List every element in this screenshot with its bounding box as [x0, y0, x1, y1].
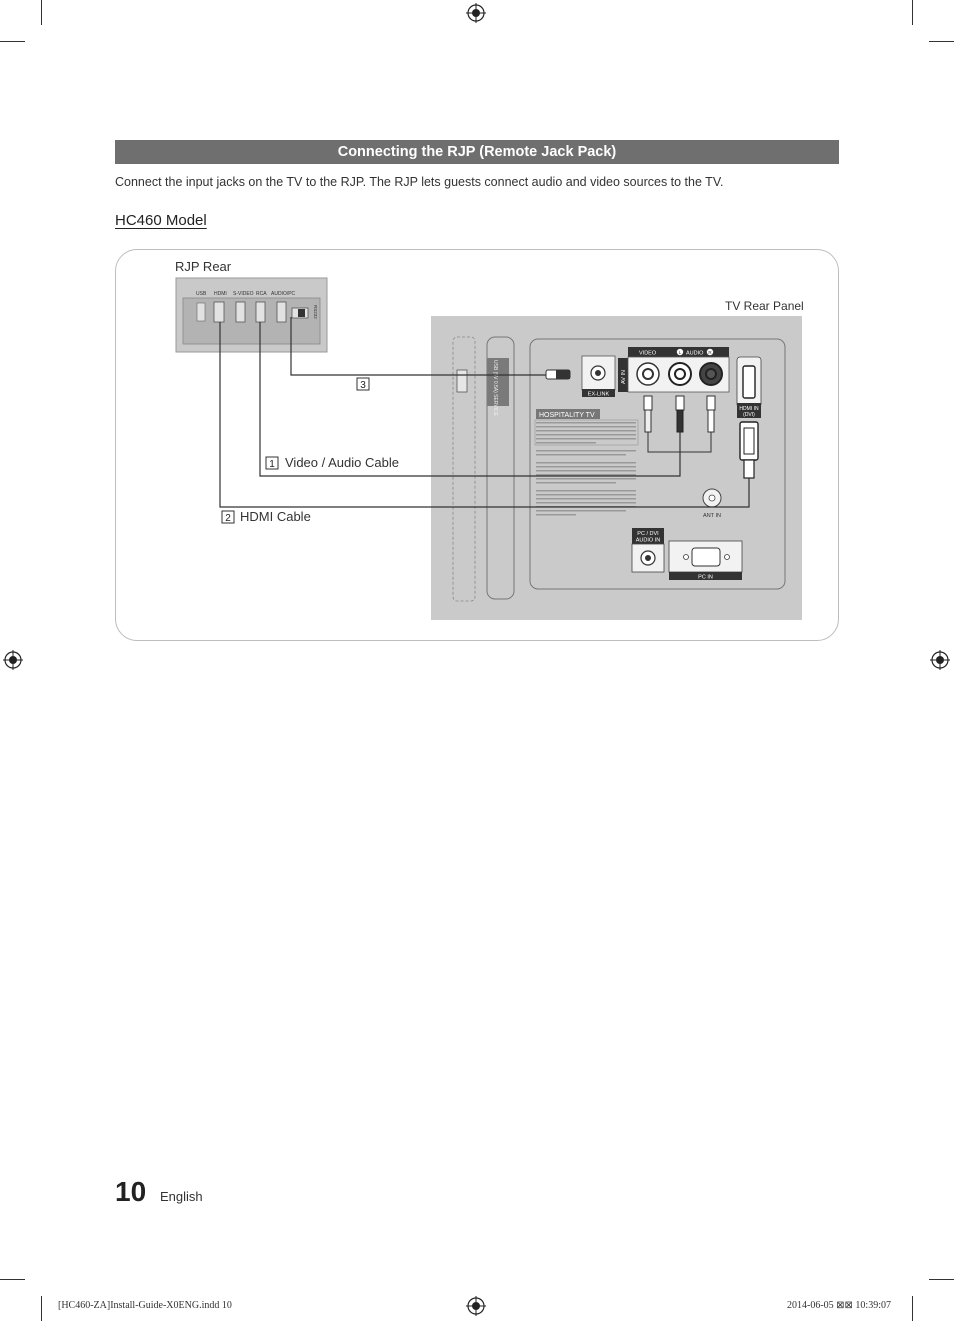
crop-mark	[41, 1296, 42, 1321]
rjp-port-hdmi: HDMI	[214, 291, 227, 297]
model-heading: HC460 Model	[115, 212, 207, 229]
tv-video-label: VIDEO	[639, 350, 657, 357]
crop-mark	[929, 1279, 954, 1280]
page-number: 10	[115, 1176, 147, 1207]
tv-av-in-label: AV IN	[621, 370, 627, 384]
tv-hospitality-label: HOSPITALITY TV	[539, 412, 595, 419]
intro-text: Connect the input jacks on the TV to the RJP. The RJP lets guests connect audio and video sources to the TV.	[115, 175, 724, 189]
rjp-port-svideo: S-VIDEO	[233, 291, 254, 297]
rjp-port-usb: USB	[196, 291, 207, 297]
cable-1-number: 1	[269, 459, 275, 470]
tv-ant-in-label: ANT IN	[703, 513, 721, 519]
rjp-port-audio-pc: AUDIO/PC	[271, 291, 296, 297]
tv-pc-in-label: PC IN	[698, 574, 713, 581]
rjp-rear-panel	[176, 278, 327, 352]
rjp-rear-label: RJP Rear	[175, 259, 232, 274]
tv-pc-dvi-label: PC / DVI	[637, 531, 659, 537]
section-title: Connecting the RJP (Remote Jack Pack)	[115, 140, 839, 164]
tv-audio-l-label: L	[678, 350, 682, 355]
rjp-port-rca: RCA	[256, 291, 267, 297]
page-language: English	[160, 1189, 203, 1204]
footer-file-info: [HC460-ZA]Install-Guide-X0ENG.indd 10	[58, 1300, 232, 1311]
tv-hdmi-in-label: HDMI IN	[739, 406, 759, 412]
cable-3-number: 3	[360, 380, 366, 391]
tv-usb-service-label: USB (5V 0.5A) SERVICE	[492, 360, 498, 417]
tv-audio-r-label: R	[708, 350, 712, 355]
crop-mark	[0, 1279, 25, 1280]
tv-rear-panel-label: TV Rear Panel	[725, 299, 804, 313]
tv-hdmi-dvi-label: (DVI)	[743, 412, 755, 418]
registration-mark-icon	[466, 1296, 486, 1316]
footer-timestamp: 2014-06-05 ⊠⊠ 10:39:07	[787, 1300, 891, 1311]
crop-mark	[912, 1296, 913, 1321]
cable-2-label: HDMI Cable	[240, 509, 311, 524]
cable-2-number: 2	[225, 513, 231, 524]
tv-audio-label: AUDIO	[686, 350, 704, 357]
tv-exlink-label: EX-LINK	[587, 391, 610, 398]
cable-1-label: Video / Audio Cable	[285, 455, 399, 470]
rjp-port-rs232: RS232	[313, 305, 318, 319]
tv-audio-in-label: AUDIO IN	[635, 537, 661, 544]
